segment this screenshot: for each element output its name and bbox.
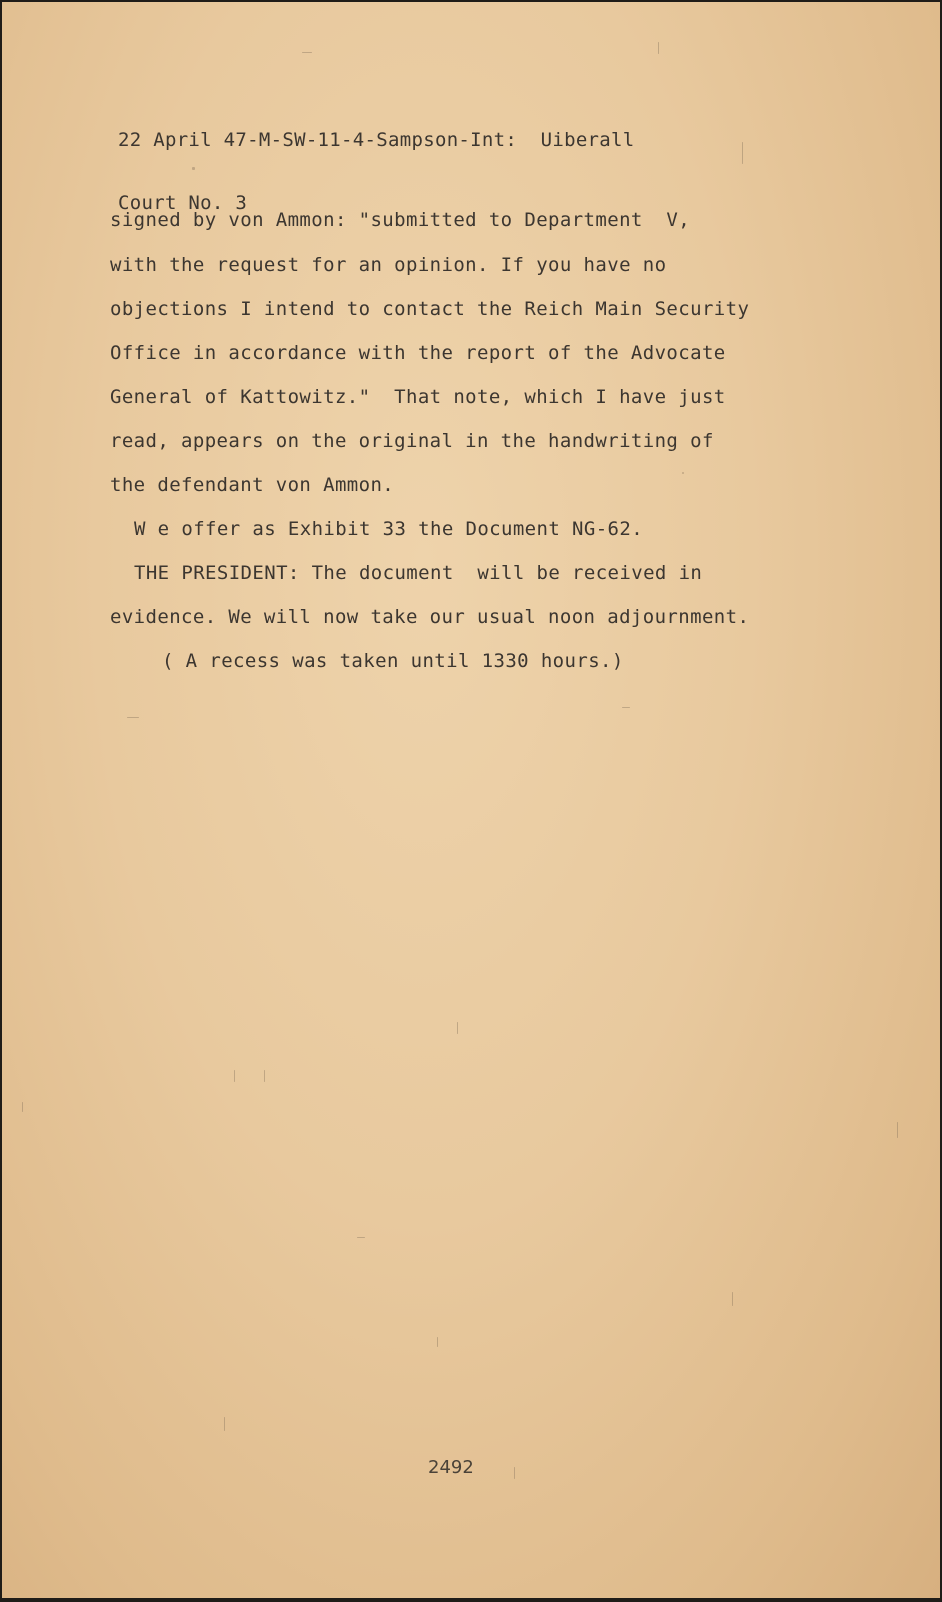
paper-fiber — [234, 1070, 235, 1082]
paper-fiber — [357, 1237, 365, 1238]
paper-fiber — [897, 1122, 898, 1138]
body-line: W e offer as Exhibit 33 the Document NG-62. — [134, 518, 644, 540]
paper-fiber — [127, 717, 139, 718]
body-line: objections I intend to contact the Reich Main Security — [110, 298, 750, 320]
paper-fiber — [437, 1337, 438, 1347]
paper-fiber — [22, 1102, 23, 1112]
page-number: 2492 — [428, 1457, 474, 1478]
document-page — [2, 2, 940, 1598]
paper-fiber — [622, 707, 630, 708]
body-line: evidence. We will now take our usual noon adjournment. — [110, 606, 750, 628]
paper-speck — [682, 472, 684, 474]
paper-fiber — [457, 1022, 458, 1034]
paper-fiber — [658, 42, 659, 54]
paper-fiber — [264, 1070, 265, 1082]
body-line: General of Kattowitz." That note, which I have just — [110, 386, 726, 408]
header-line-court: Court No. 3 — [118, 192, 248, 214]
paper-speck — [192, 167, 195, 170]
header-line-date-case: 22 April 47-M-SW-11-4-Sampson-Int: Uiberall — [118, 129, 635, 151]
paper-fiber — [732, 1292, 733, 1306]
paper-fiber — [742, 142, 743, 164]
body-line: Office in accordance with the report of the Advocate — [110, 342, 726, 364]
body-line: THE PRESIDENT: The document will be received in — [134, 562, 703, 584]
body-line: read, appears on the original in the handwriting of — [110, 430, 714, 452]
paper-fiber — [302, 52, 312, 53]
body-line: ( A recess was taken until 1330 hours.) — [162, 650, 624, 672]
body-line: with the request for an opinion. If you have no — [110, 254, 667, 276]
paper-fiber — [514, 1467, 515, 1479]
body-line: signed by von Ammon: "submitted to Department V, — [110, 209, 691, 231]
paper-fiber — [224, 1417, 225, 1431]
body-line: the defendant von Ammon. — [110, 474, 395, 496]
